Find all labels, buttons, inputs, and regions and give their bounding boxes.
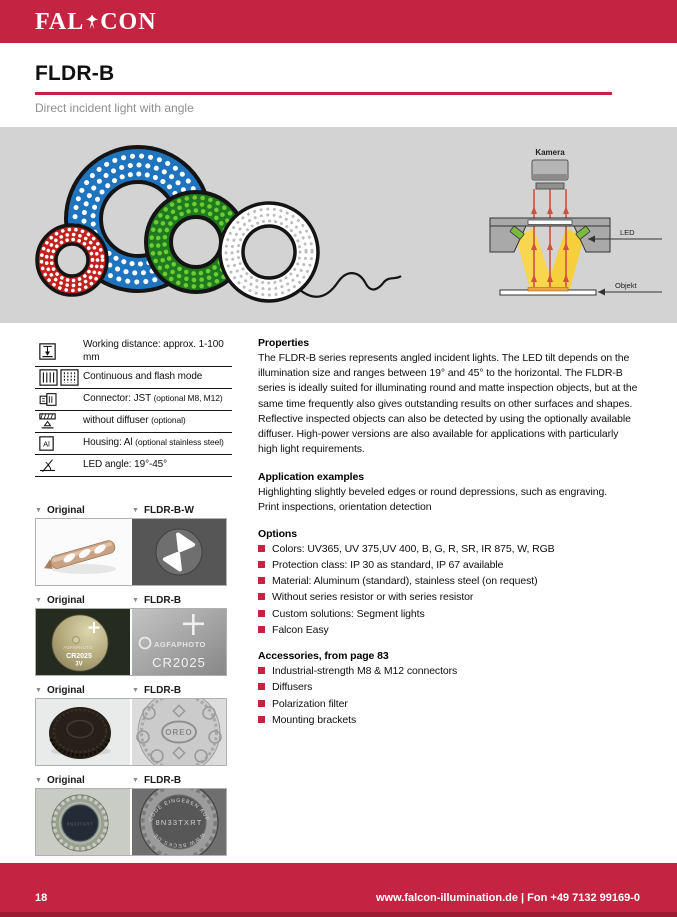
hero-banner [0,127,677,323]
spec-text: Connector: JST [83,393,154,405]
triangle-marker-icon: ▼ [132,507,139,514]
footer-bar [0,863,677,917]
bullet-square-icon [258,610,265,617]
object-label: Objekt [615,281,637,290]
ring-light-white [220,203,318,301]
option-item: Material: Aluminum (standard), stainless steel (on request) [258,575,640,589]
flash-mode-icon [60,369,79,386]
svg-text:Al: Al [43,439,50,449]
falcon-icon [85,12,99,32]
spec-row-led-angle [35,454,232,476]
diffuser-icon [35,413,83,430]
spec-row-diffuser: without diffuser (optional) [35,410,232,432]
cap-code-left-text: 8N33TXRT [66,821,94,827]
logo-text-right: CON [100,8,157,35]
accessories-list [258,665,640,727]
section-applications [258,471,640,515]
object-highlight [528,288,568,292]
spec-table [35,337,232,477]
led-angle-icon [35,458,83,473]
options-list [258,543,640,637]
photo-battery-original [36,609,130,675]
example-left-label: Original [46,595,85,606]
spec-text: without diffuser [83,415,152,427]
option-item: Protection class: IP 30 as standard, IP 67 available [258,559,640,573]
header-bar [0,0,677,43]
bullet-square-icon [258,577,265,584]
photo-cookie-original [36,699,130,765]
bullet-square-icon [258,593,265,600]
triangle-marker-icon: ▼ [132,597,139,604]
left-column [35,337,232,856]
applications-line: Highlighting slightly beveled edges or round depressions, such as engraving. [258,485,608,498]
photo-cookie-fldrb [132,699,226,765]
option-item: Without series resistor or with series resistor [258,591,640,605]
page-title: FLDR-B [35,62,115,85]
section-options [258,528,640,637]
bullet-square-icon [258,667,265,674]
example-right-label: FLDR-B [143,685,182,696]
camera-label: Kamera [535,148,565,157]
example-pair-battery [35,595,232,676]
title-rule [35,92,612,95]
spec-row-housing: Al Housing: Al (optional stainless steel) [35,432,232,454]
example-left-label: Original [46,685,85,696]
spec-text: LED angle: 19°-45° [83,459,168,471]
properties-body: The FLDR-B series represents angled incident lights. The LED tilt depends on the illumination size and ranges between 19° and 45° to the horizontal. The FLDR-B series is ideally suited for illuminating round and matte inspection objects, but at the same time frequently also gives outstanding results on other surfaces and shapes. Reflective inspected objects can also be detected by using the optionally available diffuser. High-power versions are also available for applications with particularly high light requirements. [258,352,638,456]
footer-bottom-strip [0,912,677,917]
led-label: LED [620,228,635,237]
section-properties [258,337,640,458]
photo-drill-original [36,519,130,585]
option-item: Custom solutions: Segment lights [258,608,640,622]
option-item: Colors: UV365, UV 375,UV 400, B, G, R, SR, IR 875, W, RGB [258,543,640,557]
bullet-square-icon [258,545,265,552]
properties-heading: Properties [258,337,309,349]
accessory-item: Diffusers [258,681,640,695]
example-pair-cookie [35,685,232,766]
accessories-heading: Accessories, from page 83 [258,650,389,663]
triangle-marker-icon: ▼ [35,597,42,604]
page-number: 18 [35,892,48,904]
example-right-label: FLDR-B [143,595,182,606]
photo-cap-original [36,789,130,855]
applications-heading: Application examples [258,470,364,483]
applications-line: Print inspections, orientation detection [258,500,432,513]
accessory-item: Mounting brackets [258,714,640,728]
cap-arc-top-text: CODE EINGEBEN AUF [147,797,211,823]
triangle-marker-icon: ▼ [35,507,42,514]
spec-text: Working distance: approx. 1-100 mm [83,339,224,363]
battery-voltage-text: 3V [75,661,83,668]
accessory-item: Polarization filter [258,698,640,712]
spec-text: Housing: Al [83,437,136,449]
battery-model-right-text: CR2025 [152,655,206,670]
triangle-marker-icon: ▼ [35,687,42,694]
spec-row-connector: Connector: JST (optional M8, M12) [35,388,232,410]
spec-text: Continuous and flash mode [83,371,203,383]
battery-brand-text: AGFAPHOTO [63,645,93,650]
triangle-marker-icon: ▼ [35,777,42,784]
section-accessories [258,650,640,727]
bullet-square-icon [258,683,265,690]
photo-battery-fldrb [132,609,226,675]
example-left-label: Original [46,775,85,786]
object-callout-arrow [598,289,605,296]
ring-lights-illustration [18,134,463,316]
spec-row-mode [35,366,232,388]
cap-code-right-text: 8N33TXRT [155,818,203,827]
content-columns [0,323,677,856]
battery-model-text: CR2025 [66,653,92,660]
footer-contact: www.falcon-illumination.de | Fon +49 7132 99169-0 [376,892,640,904]
right-column [258,337,640,856]
example-pair-bottlecap [35,775,232,856]
continuous-mode-icon [39,369,58,386]
falcon-logo [35,10,157,34]
bullet-square-icon [258,700,265,707]
housing-material-icon [35,436,83,451]
triangle-marker-icon: ▼ [132,777,139,784]
bullet-square-icon [258,561,265,568]
cap-arc-bottom-text: WWW.BECKS.DE [152,831,206,849]
spec-row-working-distance [35,337,232,366]
photo-drill-fldrbw [132,519,226,585]
bullet-square-icon [258,626,265,633]
example-right-label: FLDR-B [143,775,182,786]
accessory-item: Industrial-strength M8 & M12 connectors [258,665,640,679]
connector-icon [35,392,83,407]
camera-icon [532,160,568,189]
light-principle-diagram [470,132,670,317]
title-block [35,62,612,115]
photo-cap-fldrb [132,789,226,855]
logo-text-left: FAL [35,8,85,35]
bullet-square-icon [258,716,265,723]
cookie-brand-text: OREO [165,728,193,737]
example-left-label: Original [46,505,85,516]
battery-brand-right-text: AGFAPHOTO [154,640,206,649]
page-subtitle: Direct incident light with angle [35,101,194,115]
triangle-marker-icon: ▼ [132,687,139,694]
example-pair-drill [35,505,232,586]
working-distance-icon [35,343,83,360]
option-item: Falcon Easy [258,624,640,638]
example-right-label: FLDR-B-W [143,505,194,516]
ring-light-red [37,225,107,295]
options-heading: Options [258,527,297,540]
